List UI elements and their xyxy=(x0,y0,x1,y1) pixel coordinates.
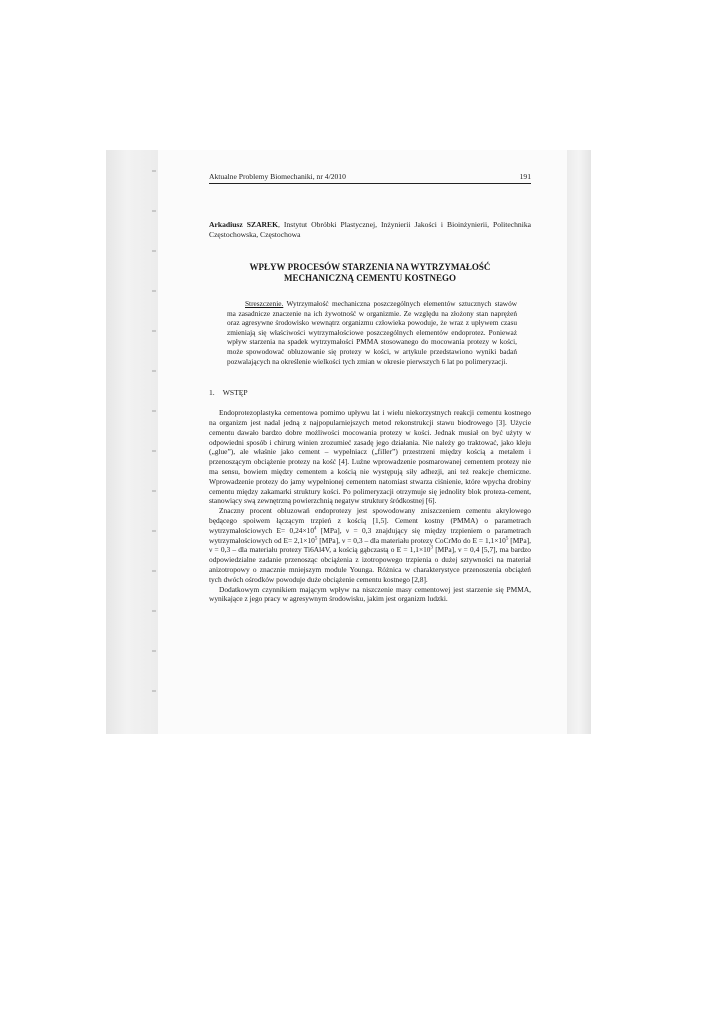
scan-right-margin xyxy=(567,150,591,734)
author-affiliation: , Instytut Obróbki Plastycznej, Inżynierii Jakości i Bioinżynierii, Politechnika Częstochowska, Częstochowa xyxy=(209,220,531,239)
paper-title xyxy=(209,262,531,284)
p2-exponent-1: 4 xyxy=(314,526,317,532)
paragraph-2 xyxy=(209,506,531,584)
section-title: WSTĘP xyxy=(222,388,248,398)
p2-part-b: [MPa], ν = 0,3 znajdujący się między trzpieniem o parametrach wytrzymałościowych od E= 2,1×10 xyxy=(209,525,531,545)
page-content xyxy=(209,172,531,604)
p2-part-e: [MPa], ν = 0,4 [5,7], ma bardzo odpowiedzialne zadanie przenosząc obciążenia z izotropowego trzpienia o dużej sztywności na materiał anizotropowy o znacznie mniejszym module Younga. Różnica w charakterystyce przenoszenia obciążeń tych dwóch ośrodków powoduje duże obciążenie cementu kostnego [2,8]. xyxy=(209,545,532,584)
abstract-label: Streszczenie. xyxy=(245,299,284,308)
paragraph-3: Dodatkowym czynnikiem mającym wpływ na niszczenie masy cementowej jest starzenie się PMMA, wynikające z jego pracy w agresywnym środowisku, jakim jest organizm ludzki. xyxy=(209,584,531,604)
p2-exponent-2: 5 xyxy=(314,536,318,542)
p2-part-c: [MPa], ν = 0,3 – dla materiału protezy CoCrMo do E = 1,1×10 xyxy=(317,535,506,545)
p2-part-d: [MPa], ν = 0,3 – dla materiału protezy Ti6Al4V, a kością gąbczastą o E = 1,1×10 xyxy=(209,535,531,555)
p2-part-a: Znaczny procent obluzowań endoprotezy jest spowodowany zniszczeniem cementu akrylowego będącego spoiwem łączącym trzpień z kością [1,5]. Cement kostny (PMMA) o parametrach wytrzymałościowych E= 0,24×10 xyxy=(209,506,531,535)
author-block xyxy=(209,220,531,240)
p2-exponent-4: 3 xyxy=(430,545,434,551)
section-heading xyxy=(209,388,531,398)
author-name: Arkadiusz SZAREK xyxy=(209,220,279,229)
body-text xyxy=(209,408,531,604)
title-line-2: MECHANICZNĄ CEMENTU KOSTNEGO xyxy=(283,273,456,283)
title-line-1: WPŁYW PROCESÓW STARZENIA NA WYTRZYMAŁOŚĆ xyxy=(249,262,491,272)
abstract xyxy=(227,299,517,366)
p2-exponent-3: 5 xyxy=(505,536,509,542)
section-number: 1. xyxy=(209,388,215,398)
running-header xyxy=(209,172,531,184)
paragraph-1: Endoprotezoplastyka cementowa pomimo upływu lat i wielu niekorzystnych reakcji cementu kostnego na organizm jest nadal jedną z najpopularniejszych metod rekonstrukcji stawu biodrowego [3]. Użycie cementu dawało bardzo dobre możliwości mocowania protezy w kości. Jednak musiał on być użyty w odpowiedni sposób i chirurg winien zrozumieć zasadę jego działania. Nie należy go traktować, jako kleju („glue”), ale właśnie jako cement – wypełniacz („filler”) przestrzeni między kością a metalem i przenoszącym obciążenie protezy na kość [4]. Luźne wprowadzenie posmarowanej cementem protezy nie ma sensu, bowiem między cementem a kością nie występują siły adhezji, ani też reakcje chemiczne. Wprowadzenie protezy do jamy wypełnionej cementem natomiast stwarza ciśnienie, które wpycha drobiny cementu między zakamarki struktury kości. Po polimeryzacji otrzymuje się jednolity blok proteza-cement, stanowiący swą zewnętrzną powierzchnią negatyw struktury śródkostnej [6]. xyxy=(209,408,531,506)
journal-name: Aktualne Problemy Biomechaniki, nr 4/2010 xyxy=(209,172,346,181)
scan-left-margin xyxy=(106,150,158,734)
page-number: 191 xyxy=(519,172,531,181)
abstract-text: Wytrzymałość mechaniczna poszczególnych elementów sztucznych stawów ma zasadnicze znaczenie na ich żywotność w organizmie. Ze względu na złożony stan naprężeń oraz agresywne środowisko wewnątrz organizmu człowieka powoduje, że wraz z upływem czasu zmieniają się właściwości wytrzymałościowe poszczególnych elementów endoprotez. Ponieważ wpływ starzenia na spadek wytrzymałości PMMA stosowanego do mocowania protezy w kości, może spowodować obluzowanie się protezy w kości, w artykule przedstawiono wyniki badań pozwalających na określenie wielkości tych zmian w okresie pierwszych 6 lat po polimeryzacji. xyxy=(227,299,517,366)
